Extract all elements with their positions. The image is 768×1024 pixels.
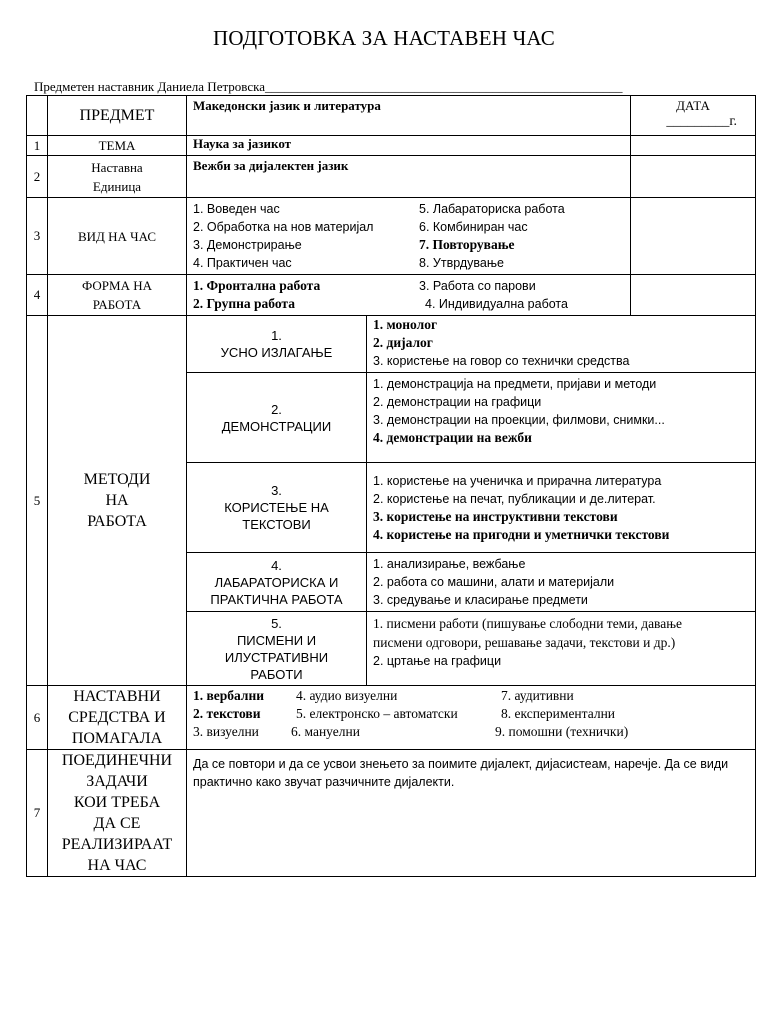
method-item: 1. користење на ученичка и прирачна литература [373,473,662,488]
unit-label [48,156,187,198]
label-line: РАБОТА [87,513,147,530]
method-item: 1. анализирање, вежбање [373,557,526,571]
method-item: 2. работа со машини, алати и материјали [373,575,615,589]
page-title: ПОДГОТОВКА ЗА НАСТАВЕН ЧАС [213,26,555,50]
method-item-selected: 4. користење на пригодни и уметнички текстови [373,526,670,542]
theme-row [27,136,756,156]
method-num: 5. [271,615,282,631]
label-line: МЕТОДИ [83,471,151,488]
method-title: УСНО ИЗЛАГАЊЕ [220,345,333,360]
option: 3. Демонстрирање [193,238,302,252]
method-item: 3. средување и класирање предмети [373,593,588,607]
method-name [187,553,367,612]
tasks-row [27,750,756,877]
method-name [187,373,367,463]
option: 4. аудио визуелни [296,688,398,703]
method-items [367,553,756,612]
option-selected: 1. Фронтална работа [193,278,321,293]
teacher-line: Предметен наставник Даниела Петровска_______________________________________________________ [34,79,623,94]
method-item: 2. демонстрации на графици [373,395,542,409]
header-row [27,96,756,136]
method-num: 1. [271,328,282,343]
method-title: ТЕКСТОВИ [242,517,311,532]
lesson-plan-table [26,95,756,877]
label-line: РЕАЛИЗИРААТ [61,836,173,853]
theme-label: ТЕМА [48,136,187,156]
theme-value: Наука за јазикот [187,136,631,156]
method-item-selected: 2. дијалог [373,335,433,350]
date-cell [631,96,756,136]
subject-value: Македонски јазик и литература [187,96,631,136]
method-name [187,612,367,686]
unit-label-line: Единица [92,178,142,194]
empty-cell [631,136,756,156]
label-line: НА ЧАС [87,857,147,874]
lesson-type-row [27,198,756,275]
option: 4. Индивидуална работа [425,297,568,311]
lesson-type-options [187,198,631,275]
option: 6. мануелни [291,724,360,739]
method-num: 3. [271,483,282,498]
date-label: ДАТА [676,98,710,113]
option-selected: 2. Групна работа [193,296,295,311]
method-items [367,463,756,553]
unit-label-line: Наставна [91,159,143,175]
option: 3. визуелни [193,724,259,739]
method-item: 3. демонстрации на проекции, филмови, снимки... [373,413,665,427]
label-line: ФОРМА НА [81,278,153,293]
option-selected: 2. текстови [193,706,261,721]
method-item: 2. цртање на графици [373,654,502,668]
option: 3. Работа со парови [419,279,536,293]
method-items [367,373,756,463]
tasks-text: Да се повтори и да се усвои знењето за поимите дијалект, дијасистеам, наречје. Да се види практично како звучат разчичните дијалекти. [187,750,756,877]
method-title: ПРАКТИЧНА РАБОТА [210,591,343,607]
empty-cell [631,275,756,316]
method-title: ИЛУСТРАТИВНИ [224,649,329,665]
option-selected: 7. Повторување [419,237,515,252]
empty-cell [631,156,756,198]
teaching-aids-row [27,686,756,750]
methods-label [48,316,187,686]
label-line: НА [105,492,129,509]
method-item: писмени одговори, решавање задачи, текстови и др.) [373,635,676,650]
unit-row [27,156,756,198]
method-num: 4. [271,557,282,573]
label-line: СРЕДСТВА И [68,709,166,726]
method-title: ЛАБАРАТОРИСКА И [214,574,339,590]
label-line: КОИ ТРЕБА [73,794,161,811]
row-number: 5 [27,316,48,686]
subject-label: ПРЕДМЕТ [48,96,187,136]
method-name [187,316,367,373]
option: 5. електронско – автоматски [296,706,458,721]
method-item-selected: 3. користење на инструктивни текстови [373,508,618,524]
empty-cell [631,198,756,275]
row-number: 2 [27,156,48,198]
label-line: РАБОТА [92,297,142,312]
option: 1. Воведен час [193,202,280,216]
teaching-aids-options [187,686,756,750]
date-blank: _________г. [666,114,737,129]
option: 7. аудитивни [501,688,574,703]
row-number: 3 [27,198,48,275]
tasks-label [48,750,187,877]
row-number: 4 [27,275,48,316]
option: 5. Лабараториска работа [419,202,565,216]
method-name [187,463,367,553]
option: 2. Обработка на нов материјал [193,220,374,234]
lesson-type-label: ВИД НА ЧАС [48,198,187,275]
method-title: ДЕМОНСТРАЦИИ [221,418,332,434]
method-item: 2. користење на печат, публикации и де.литерат. [373,491,656,506]
label-line: ЗАДАЧИ [86,773,148,790]
row-number: 1 [27,136,48,156]
method-item-selected: 4. демонстрации на вежби [373,430,532,445]
method-items [367,316,756,373]
option: 6. Комбиниран час [419,220,528,234]
method-title: ПИСМЕНИ И [236,632,317,648]
method-title: РАБОТИ [250,666,303,682]
method-item-selected: 1. монолог [373,317,438,332]
work-form-label [48,275,187,316]
label-line: ПОМАГАЛА [71,730,163,747]
option: 8. Утврдување [419,256,504,270]
row-number: 7 [27,750,48,877]
method-item: 3. користење на говор со технички средства [373,354,630,368]
method-item: 1. демонстрација на предмети, пријави и методи [373,377,657,391]
work-form-options [187,275,631,316]
teaching-aids-label [48,686,187,750]
work-form-row [27,275,756,316]
unit-value: Вежби за дијалектен јазик [187,156,631,198]
option: 4. Практичен час [193,256,292,270]
method-num: 2. [271,401,282,417]
option: 8. експериментални [501,706,616,721]
label-line: НАСТАВНИ [73,688,161,705]
label-line: ДА СЕ [93,815,141,832]
method-row [27,316,756,373]
method-item: 1. писмени работи (пишување слободни теми, давање [373,616,683,631]
row-number: 6 [27,686,48,750]
label-line: ПОЕДИНЕЧНИ [61,752,173,769]
option-selected: 1. вербални [193,688,265,703]
method-title: КОРИСТЕЊЕ НА [224,500,329,515]
option: 9. помошни (технички) [495,724,629,739]
method-items [367,612,756,686]
header-num-cell [27,96,48,136]
